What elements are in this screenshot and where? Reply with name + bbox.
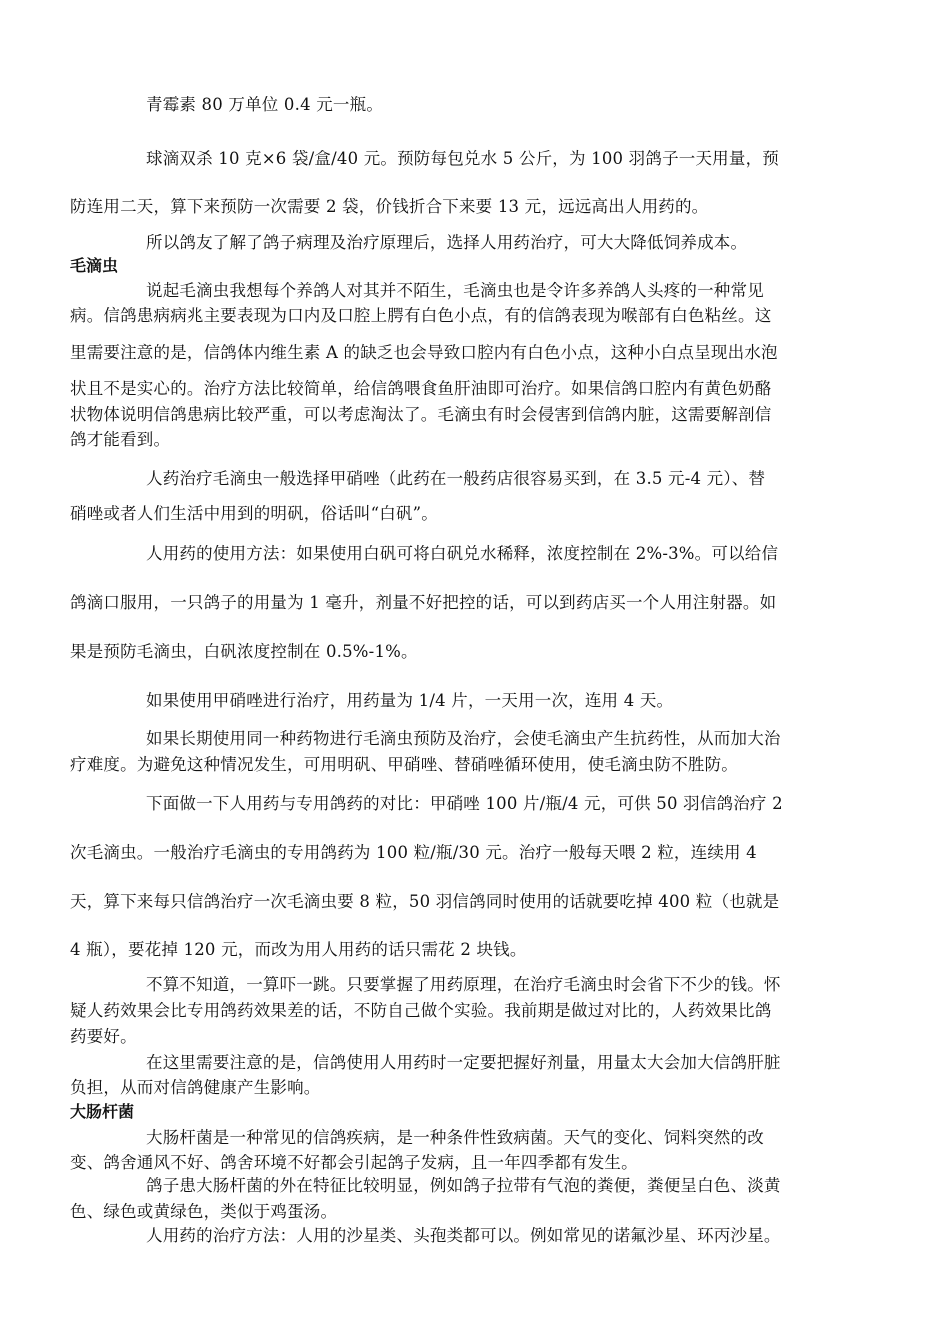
paragraph-line: 药要好。 (70, 1027, 137, 1046)
paragraph-line: 如果长期使用同一种药物进行毛滴虫预防及治疗，会使毛滴虫产生抗药性，从而加大治 (146, 729, 781, 748)
paragraph-line: 鸽才能看到。 (70, 430, 171, 449)
paragraph-line: 所以鸽友了解了鸽子病理及治疗原理后，选择人用药治疗，可大大降低饲养成本。 (146, 233, 748, 252)
paragraph-line: 4 瓶），要花掉 120 元，而改为用人用药的话只需花 2 块钱。 (70, 940, 527, 959)
paragraph-line: 果是预防毛滴虫，白矾浓度控制在 0.5%-1%。 (70, 642, 418, 661)
paragraph-line: 状物体说明信鸽患病比较严重，可以考虑淘汰了。毛滴虫有时会侵害到信鸽内脏，这需要解剖信 (70, 405, 772, 424)
paragraph-line: 疗难度。为避免这种情况发生，可用明矾、甲硝唑、替硝唑循环使用，使毛滴虫防不胜防。 (70, 755, 738, 774)
paragraph-line: 鸽子患大肠杆菌的外在特征比较明显，例如鸽子拉带有气泡的粪便，粪便呈白色、淡黄 (146, 1176, 781, 1195)
paragraph-line: 天，算下来每只信鸽治疗一次毛滴虫要 8 粒，50 羽信鸽同时使用的话就要吃掉 400 粒（也就是 (70, 892, 780, 911)
paragraph-line: 下面做一下人用药与专用鸽药的对比：甲硝唑 100 片/瓶/4 元，可供 50 羽信鸽治疗 2 (146, 794, 783, 813)
paragraph-line: 青霉素 80 万单位 0.4 元一瓶。 (146, 95, 384, 114)
paragraph-line: 大肠杆菌是一种常见的信鸽疾病，是一种条件性致病菌。天气的变化、饲料突然的改 (146, 1128, 764, 1147)
paragraph-line: 防连用二天，算下来预防一次需要 2 袋，价钱折合下来要 13 元，远远高出人用药的。 (70, 197, 709, 216)
paragraph-line: 在这里需要注意的是，信鸽使用人用药时一定要把握好剂量，用量太大会加大信鸽肝脏 (146, 1053, 781, 1072)
paragraph-line: 病。信鸽患病病兆主要表现为口内及口腔上腭有白色小点，有的信鸽表现为喉部有白色粘丝。这 (70, 306, 772, 325)
paragraph-line: 变、鸽舍通风不好、鸽舍环境不好都会引起鸽子发病，且一年四季都有发生。 (70, 1153, 638, 1172)
section-heading-trichomonas: 毛滴虫 (70, 256, 119, 275)
paragraph-line: 不算不知道，一算吓一跳。只要掌握了用药原理，在治疗毛滴虫时会省下不少的钱。怀 (146, 975, 781, 994)
paragraph-line: 人用药的使用方法：如果使用白矾可将白矾兑水稀释，浓度控制在 2%-3%。可以给信 (146, 544, 779, 563)
paragraph-line: 负担，从而对信鸽健康产生影响。 (70, 1078, 321, 1097)
paragraph-line: 说起毛滴虫我想每个养鸽人对其并不陌生，毛滴虫也是令许多养鸽人头疼的一种常见 (146, 281, 764, 300)
paragraph-line: 状且不是实心的。治疗方法比较简单，给信鸽喂食鱼肝油即可治疗。如果信鸽口腔内有黄色奶酪 (70, 379, 772, 398)
paragraph-line: 色、绿色或黄绿色，类似于鸡蛋汤。 (70, 1202, 338, 1221)
paragraph-line: 如果使用甲硝唑进行治疗，用药量为 1/4 片，一天用一次，连用 4 天。 (146, 691, 674, 710)
paragraph-line: 球滴双杀 10 克×6 袋/盒/40 元。预防每包兑水 5 公斤，为 100 羽鸽子一天用量，预 (146, 149, 779, 168)
paragraph-line: 里需要注意的是，信鸽体内维生素 A 的缺乏也会导致口腔内有白色小点，这种小白点呈现出水泡 (70, 343, 778, 362)
paragraph-line: 人药治疗毛滴虫一般选择甲硝唑（此药在一般药店很容易买到，在 3.5 元-4 元）、替 (146, 469, 766, 488)
paragraph-line: 鸽滴口服用，一只鸽子的用量为 1 毫升，剂量不好把控的话，可以到药店买一个人用注射器。如 (70, 593, 777, 612)
section-heading-ecoli: 大肠杆菌 (70, 1102, 135, 1121)
paragraph-line: 次毛滴虫。一般治疗毛滴虫的专用鸽药为 100 粒/瓶/30 元。治疗一般每天喂 2 粒，连续用 4 (70, 843, 757, 862)
paragraph-line: 人用药的治疗方法：人用的沙星类、头孢类都可以。例如常见的诺氟沙星、环丙沙星。 (146, 1226, 781, 1245)
paragraph-line: 硝唑或者人们生活中用到的明矾，俗话叫“白矾”。 (70, 504, 438, 523)
paragraph-line: 疑人药效果会比专用鸽药效果差的话，不防自己做个实验。我前期是做过对比的，人药效果比鸽 (70, 1001, 772, 1020)
